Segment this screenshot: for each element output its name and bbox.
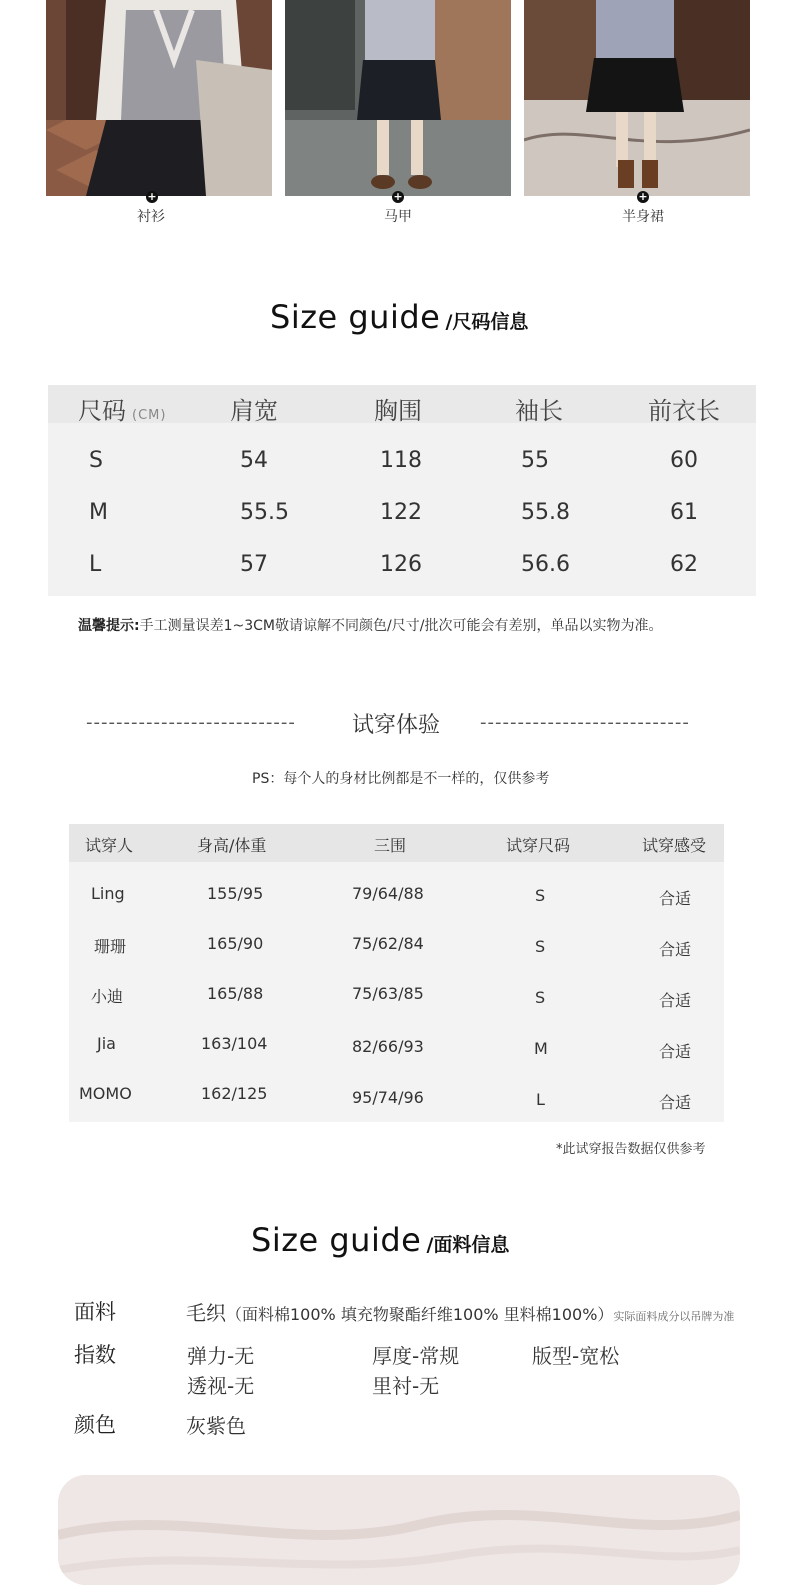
fabric-material-detail: （面料棉100% 填充物聚酯纤维100% 里料棉100%）: [226, 1305, 614, 1324]
try-on-ps: PS：每个人的身材比例都是不一样的，仅供参考: [252, 771, 550, 787]
try-cell: 合适: [659, 940, 692, 959]
outfit-photo-vest: [285, 0, 511, 196]
outfit-caption-shirt: 衬衫: [137, 209, 165, 225]
fabric-index-item: 版型-宽松: [532, 1344, 620, 1368]
size-cell: M: [89, 500, 108, 525]
try-cell: Ling: [91, 884, 125, 903]
outfit-plus-icon: +: [638, 190, 648, 203]
fabric-title-en: Size guide: [251, 1221, 422, 1259]
size-cell: S: [89, 448, 103, 473]
try-cell: 75/63/85: [352, 984, 424, 1003]
try-cell: 82/66/93: [352, 1037, 424, 1056]
try-on-table: [69, 824, 724, 1122]
outfit-caption-vest: 马甲: [384, 209, 412, 225]
size-table: [48, 385, 756, 596]
size-note-text: 手工测量误差1~3CM敬请谅解不同颜色/尺寸/批次可能会有差别，单品以实物为准。: [139, 618, 663, 634]
try-cell: S: [535, 937, 546, 956]
size-header-unit: (CM): [132, 408, 167, 423]
try-cell: S: [535, 988, 546, 1007]
size-header-size-label: 尺码: [78, 397, 126, 425]
size-guide-heading: [270, 298, 528, 336]
fabric-index-item: 厚度-常规: [372, 1344, 460, 1368]
fabric-index-label: 指数: [74, 1343, 116, 1367]
fabric-swatch-image: [58, 1475, 740, 1585]
size-cell: 126: [380, 552, 422, 577]
size-guide-title-cn: /尺码信息: [445, 311, 529, 333]
fabric-index-item: 里衬-无: [372, 1374, 440, 1398]
size-cell: 55.5: [240, 500, 289, 525]
try-cell: 合适: [659, 889, 692, 908]
size-header-shoulder: 肩宽: [230, 397, 278, 425]
try-cell: Jia: [97, 1034, 116, 1053]
try-cell: 合适: [659, 991, 692, 1010]
try-on-footnote: *此试穿报告数据仅供参考: [556, 1142, 706, 1157]
fabric-material-value: [186, 1297, 734, 1326]
try-cell: 155/95: [207, 884, 264, 903]
fabric-color-label: 颜色: [74, 1413, 116, 1437]
try-cell: 162/125: [201, 1084, 268, 1103]
fabric-heading: [251, 1221, 509, 1259]
fabric-index-item: 弹力-无: [187, 1344, 255, 1368]
fabric-title-cn: /面料信息: [426, 1234, 510, 1256]
try-cell: 95/74/96: [352, 1088, 424, 1107]
try-cell: 小迪: [91, 987, 124, 1006]
size-header-sleeve: 袖长: [515, 397, 563, 425]
try-header-feel: 试穿感受: [642, 836, 707, 855]
try-cell: 合适: [659, 1093, 692, 1112]
try-cell: 165/88: [207, 984, 264, 1003]
outfit-caption-skirt: 半身裙: [622, 209, 664, 225]
size-header-length: 前衣长: [648, 397, 720, 425]
size-cell: 122: [380, 500, 422, 525]
try-header-size: 试穿尺码: [506, 836, 571, 855]
try-on-title: 试穿体验: [352, 713, 441, 738]
size-cell: 54: [240, 448, 268, 473]
try-cell: 165/90: [207, 934, 264, 953]
size-cell: 61: [670, 500, 698, 525]
fabric-material-label: 面料: [74, 1300, 116, 1324]
fabric-index-item: 透视-无: [187, 1374, 255, 1398]
size-header-size: [78, 391, 166, 426]
size-cell: 55.8: [521, 500, 570, 525]
try-cell: S: [535, 886, 546, 905]
try-header-measure: 三围: [374, 836, 407, 855]
try-cell: 珊珊: [94, 937, 127, 956]
try-cell: M: [534, 1039, 548, 1058]
size-header-chest: 胸围: [374, 397, 422, 425]
size-note-label: 温馨提示:: [78, 618, 140, 634]
outfit-plus-icon: +: [147, 190, 157, 203]
size-note: [78, 615, 662, 635]
try-header-person: 试穿人: [85, 836, 134, 855]
try-cell: 163/104: [201, 1034, 268, 1053]
try-cell: 79/64/88: [352, 884, 424, 903]
try-divider-left: ----------------------------: [86, 712, 296, 733]
size-cell: 62: [670, 552, 698, 577]
try-divider-right: ----------------------------: [480, 712, 690, 733]
fabric-material-tiny: 实际面料成分以吊牌为准: [613, 1310, 735, 1323]
fabric-material-main: 毛织: [186, 1301, 226, 1325]
size-cell: 60: [670, 448, 698, 473]
try-cell: 合适: [659, 1042, 692, 1061]
size-guide-title-en: Size guide: [270, 298, 441, 336]
try-header-height: 身高/体重: [197, 836, 267, 855]
outfit-plus-icon: +: [393, 190, 403, 203]
outfit-photo-shirt: [46, 0, 272, 196]
fabric-color-value: 灰紫色: [186, 1414, 246, 1438]
try-cell: 75/62/84: [352, 934, 424, 953]
try-cell: L: [536, 1090, 545, 1109]
size-cell: 118: [380, 448, 422, 473]
size-cell: 55: [521, 448, 549, 473]
size-cell: 56.6: [521, 552, 570, 577]
try-cell: MOMO: [79, 1084, 132, 1103]
size-cell: L: [89, 552, 102, 577]
outfit-photo-skirt: [524, 0, 750, 196]
size-cell: 57: [240, 552, 268, 577]
